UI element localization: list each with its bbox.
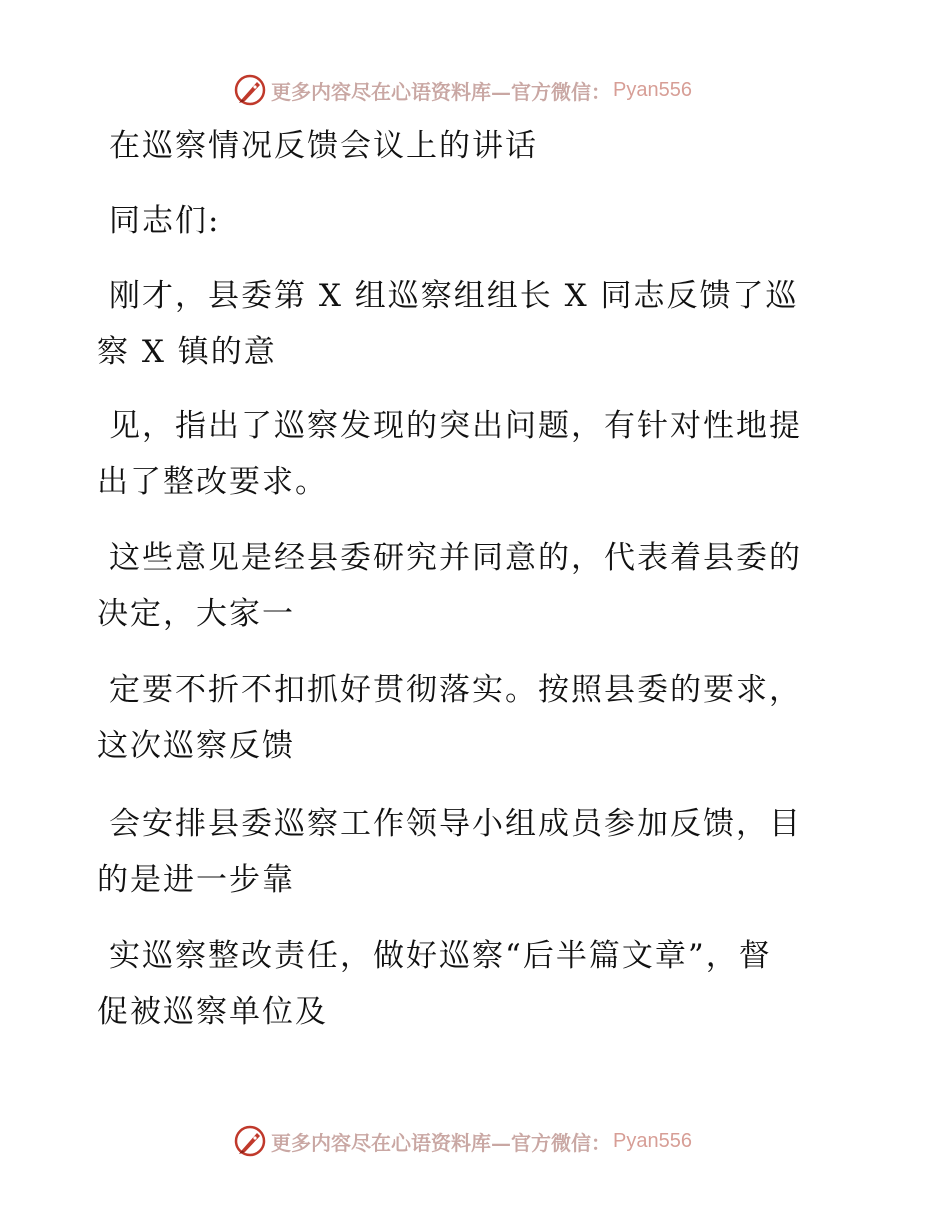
paragraph-line: 刚才，县委第 X 组巡察组组长 X 同志反馈了巡: [109, 278, 799, 314]
paragraph: [97, 796, 837, 908]
document-title: [97, 118, 849, 174]
paragraph-line: 促被巡察单位及: [97, 994, 328, 1030]
watermark-wechat-id: Pyan556: [613, 1129, 692, 1152]
paragraph-line: 这次巡察反馈: [97, 728, 295, 764]
paragraph-line: 出了整改要求。: [97, 464, 328, 500]
paragraph-line: 决定，大家一: [97, 596, 295, 632]
salutation: [97, 193, 849, 249]
paragraph: [97, 268, 837, 380]
salutation-text: 同志们:: [109, 203, 221, 239]
paragraph-line: 实巡察整改责任，做好巡察“后半篇文章”，督: [109, 938, 772, 974]
paragraph-line: 见，指出了巡察发现的突出问题，有针对性地提: [109, 408, 802, 444]
paragraph-line: 察 X 镇的意: [97, 334, 277, 370]
document-title-text: 在巡察情况反馈会议上的讲话: [109, 128, 538, 164]
paragraph-line: 的是进一步靠: [97, 862, 295, 898]
paragraph: [97, 928, 837, 1040]
paragraph: [97, 530, 837, 642]
watermark-text: 更多内容尽在心语资料库—官方微信：: [271, 1130, 611, 1155]
paragraph: [97, 398, 837, 510]
watermark-wechat-id: Pyan556: [613, 78, 692, 101]
paragraph: [97, 662, 837, 774]
paragraph-line: 会安排县委巡察工作领导小组成员参加反馈，目: [109, 806, 802, 842]
footer-watermark: [0, 1121, 950, 1161]
paragraph-line: 这些意见是经县委研究并同意的，代表着县委的: [109, 540, 802, 576]
pen-nib-logo-icon: [233, 1124, 267, 1158]
paragraph-line: 定要不折不扣抓好贯彻落实。按照县委的要求，: [109, 672, 802, 708]
watermark-text: 更多内容尽在心语资料库—官方微信：: [271, 79, 611, 104]
footer-watermark-inner: [233, 1121, 692, 1161]
